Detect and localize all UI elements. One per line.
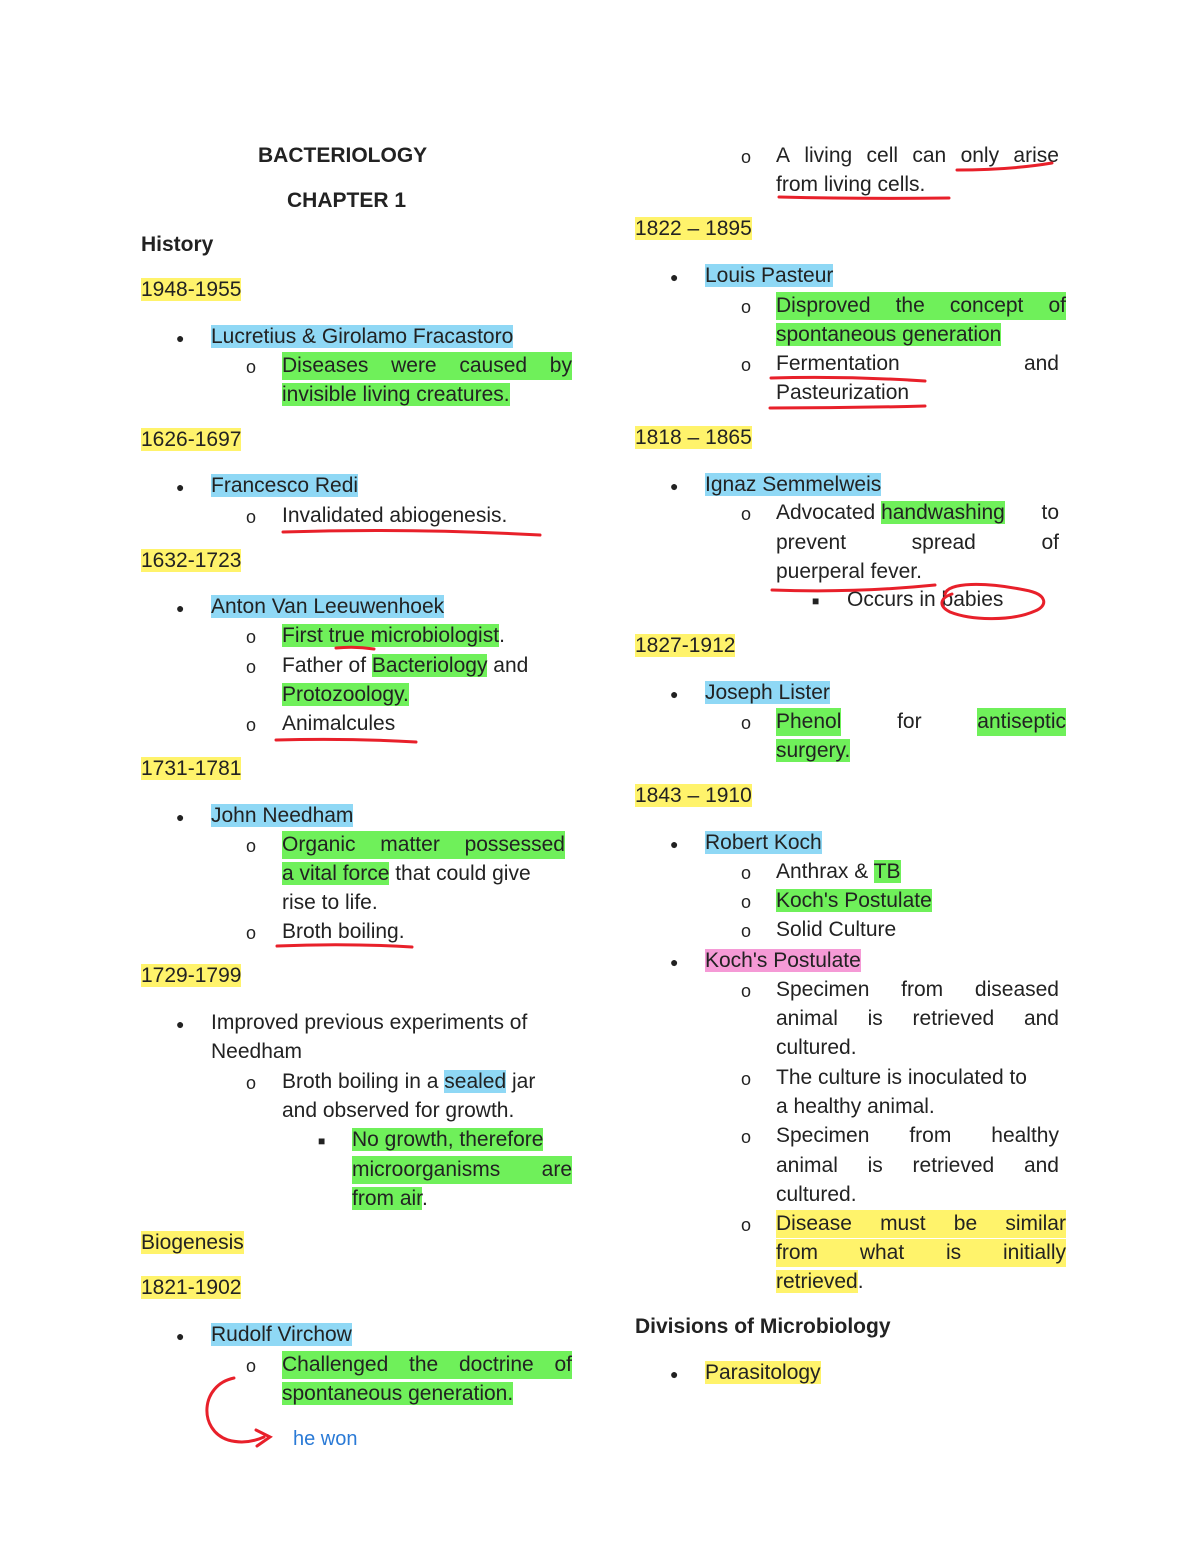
year-label: 1843 – 1910 xyxy=(635,784,752,807)
word: Organic xyxy=(282,833,356,856)
text-line: First true microbiologist. xyxy=(282,624,505,647)
word: of xyxy=(1048,294,1066,317)
justified-line xyxy=(282,831,565,859)
year-label: 1818 – 1865 xyxy=(635,426,752,449)
text-line: rise to life. xyxy=(282,891,378,914)
scientist-name: John Needham xyxy=(211,804,354,827)
scientist-name: Ignaz Semmelweis xyxy=(705,473,882,496)
text-line: Father of Bacteriology and xyxy=(282,654,529,677)
underline-animalcules xyxy=(276,739,416,742)
scientist-name: Louis Pasteur xyxy=(705,264,834,287)
chapter-title: CHAPTER 1 xyxy=(287,189,407,212)
text-line: spontaneous generation. xyxy=(282,1382,514,1405)
text-line: Needham xyxy=(211,1040,303,1063)
bullet-icon: ● xyxy=(176,1016,185,1032)
year-label: 1821-1902 xyxy=(141,1276,242,1299)
circle-bullet-icon: o xyxy=(741,713,752,733)
text-line: No growth, therefore xyxy=(352,1128,544,1151)
word: the xyxy=(409,1353,439,1376)
word: Disease xyxy=(776,1212,852,1235)
bullet-icon: ● xyxy=(670,1366,679,1382)
justified-line xyxy=(776,1005,1059,1033)
word: of xyxy=(554,1353,572,1376)
text-line: Anthrax & TB xyxy=(776,860,901,883)
text-line: Phenol for antiseptic xyxy=(776,708,1066,736)
bullet-icon: ● xyxy=(670,954,679,970)
biogenesis-label: Biogenesis xyxy=(141,1231,244,1254)
word: A xyxy=(776,144,791,167)
word: possessed xyxy=(464,833,565,856)
word: cell xyxy=(866,144,899,167)
word: Specimen xyxy=(776,978,870,1001)
arrowhead-icon xyxy=(256,1430,270,1446)
word: spread xyxy=(911,531,976,554)
text-line: surgery. xyxy=(776,739,851,762)
circle-bullet-icon: o xyxy=(741,355,752,375)
word: and xyxy=(1023,1154,1059,1177)
justified-line xyxy=(282,1351,572,1379)
square-bullet-icon: ■ xyxy=(318,1134,326,1148)
justified-line xyxy=(776,1210,1066,1238)
word: is xyxy=(867,1007,883,1030)
word: animal xyxy=(776,1007,838,1030)
text-line: a healthy animal. xyxy=(776,1095,935,1118)
circle-bullet-icon: o xyxy=(741,981,752,1001)
word: from xyxy=(909,1124,952,1147)
word: similar xyxy=(1005,1212,1066,1235)
bullet-icon: ● xyxy=(670,269,679,285)
word: healthy xyxy=(991,1124,1059,1147)
year-label: 1822 – 1895 xyxy=(635,217,752,240)
text-line: cultured. xyxy=(776,1183,857,1206)
history-heading: History xyxy=(141,233,214,256)
scientist-name: Robert Koch xyxy=(705,831,822,854)
divisions-heading: Divisions of Microbiology xyxy=(635,1315,891,1338)
word: can xyxy=(912,144,947,167)
word: matter xyxy=(380,833,440,856)
circle-bullet-icon: o xyxy=(246,1356,257,1376)
section-label: Koch's Postulate xyxy=(705,949,861,972)
bullet-icon: ● xyxy=(176,479,185,495)
bullet-icon: ● xyxy=(670,478,679,494)
word: and xyxy=(1023,352,1059,375)
text-line: Protozoology. xyxy=(282,683,409,706)
text-line: spontaneous generation xyxy=(776,323,1002,346)
division-item: Parasitology xyxy=(705,1361,821,1384)
bullet-icon: ● xyxy=(176,1328,185,1344)
circle-bullet-icon: o xyxy=(741,147,752,167)
curved-arrow-icon xyxy=(207,1378,264,1442)
circle-bullet-icon: o xyxy=(246,836,257,856)
word: prevent xyxy=(776,531,847,554)
year-label: 1632-1723 xyxy=(141,549,242,572)
word: were xyxy=(391,354,437,377)
text-line: Improved previous experiments of xyxy=(211,1011,528,1034)
justified-line xyxy=(776,1152,1059,1180)
scientist-name: Francesco Redi xyxy=(211,474,359,497)
justified-line xyxy=(776,976,1059,1004)
text-line: Invalidated abiogenesis. xyxy=(282,504,508,527)
scientist-name: Rudolf Virchow xyxy=(211,1323,352,1346)
year-label: 1827-1912 xyxy=(635,634,736,657)
text-line: Koch's Postulate xyxy=(776,889,932,912)
word: Disproved xyxy=(776,294,871,317)
text-line: invisible living creatures. xyxy=(282,383,510,406)
justified-line xyxy=(282,352,572,380)
text-line: Pasteurization xyxy=(776,381,910,404)
bullet-icon: ● xyxy=(670,686,679,702)
justified-line xyxy=(776,142,1059,170)
word: is xyxy=(867,1154,883,1177)
circle-bullet-icon: o xyxy=(246,627,257,647)
justified-line xyxy=(352,1156,572,1184)
word: animal xyxy=(776,1154,838,1177)
text-line: from living cells. xyxy=(776,173,926,196)
word: diseased xyxy=(974,978,1059,1001)
circle-bullet-icon: o xyxy=(741,921,752,941)
word: must xyxy=(880,1212,926,1235)
circle-bullet-icon: o xyxy=(741,1127,752,1147)
word: Fermentation xyxy=(776,352,900,375)
word: Challenged xyxy=(282,1353,389,1376)
word: retrieved xyxy=(912,1007,995,1030)
word: retrieved xyxy=(912,1154,995,1177)
circle-bullet-icon: o xyxy=(741,863,752,883)
circle-bullet-icon: o xyxy=(246,1073,257,1093)
text-line: from air. xyxy=(352,1187,428,1210)
text-line: Animalcules xyxy=(282,712,396,735)
bullet-icon: ● xyxy=(176,600,185,616)
circle-bullet-icon: o xyxy=(741,1069,752,1089)
word: arise xyxy=(1013,144,1059,167)
word: Specimen xyxy=(776,1124,870,1147)
text-line: a vital force that could give xyxy=(282,862,531,885)
word: what xyxy=(859,1241,905,1264)
word: caused xyxy=(459,354,528,377)
circle-bullet-icon: o xyxy=(741,892,752,912)
justified-line xyxy=(776,529,1059,557)
circle-bullet-icon: o xyxy=(741,1215,752,1235)
circle-bullet-icon: o xyxy=(246,923,257,943)
text-line: The culture is inoculated to xyxy=(776,1066,1027,1089)
word: and xyxy=(1023,1007,1059,1030)
square-bullet-icon: ■ xyxy=(812,594,820,608)
word: only xyxy=(960,144,1000,167)
word: initially xyxy=(1002,1241,1066,1264)
text-line: retrieved. xyxy=(776,1270,864,1293)
word: of xyxy=(1041,531,1059,554)
handwritten-note: he won xyxy=(293,1428,358,1450)
justified-line xyxy=(776,1239,1066,1267)
year-label: 1948-1955 xyxy=(141,278,242,301)
year-label: 1626-1697 xyxy=(141,428,242,451)
word: from xyxy=(901,978,944,1001)
word: doctrine xyxy=(459,1353,534,1376)
justified-line xyxy=(776,350,1059,378)
text-line: Occurs in babies xyxy=(847,588,1004,611)
word: living xyxy=(804,144,853,167)
word: by xyxy=(549,354,572,377)
word: are xyxy=(541,1158,572,1181)
bullet-icon: ● xyxy=(176,330,185,346)
page-title: BACTERIOLOGY xyxy=(258,144,428,167)
word: be xyxy=(953,1212,978,1235)
year-label: 1729-1799 xyxy=(141,964,242,987)
circle-bullet-icon: o xyxy=(741,504,752,524)
circle-bullet-icon: o xyxy=(246,657,257,677)
circle-bullet-icon: o xyxy=(246,715,257,735)
bullet-icon: ● xyxy=(176,809,185,825)
year-label: 1731-1781 xyxy=(141,757,242,780)
text-line: Solid Culture xyxy=(776,918,897,941)
word: Diseases xyxy=(282,354,369,377)
text-line: and observed for growth. xyxy=(282,1099,515,1122)
bullet-icon: ● xyxy=(670,836,679,852)
text-line: Advocated handwashing to xyxy=(776,501,1059,524)
underline-abiogenesis xyxy=(283,531,540,535)
scientist-name: Anton Van Leeuwenhoek xyxy=(211,595,445,618)
justified-line xyxy=(776,292,1066,320)
word: from xyxy=(776,1241,818,1264)
word: microorganisms xyxy=(352,1158,501,1181)
text-line: puerperal fever. xyxy=(776,560,922,583)
word: is xyxy=(945,1241,962,1264)
circle-bullet-icon: o xyxy=(246,357,257,377)
circle-bullet-icon: o xyxy=(741,297,752,317)
text-line: Broth boiling in a sealed jar xyxy=(282,1070,536,1093)
circle-bullet-icon: o xyxy=(246,507,257,527)
word: the xyxy=(895,294,925,317)
text-line: Broth boiling. xyxy=(282,920,405,943)
justified-line xyxy=(776,1122,1059,1150)
scientist-name: Lucretius & Girolamo Fracastoro xyxy=(211,325,514,348)
text-line: cultured. xyxy=(776,1036,857,1059)
word: concept xyxy=(949,294,1024,317)
scientist-name: Joseph Lister xyxy=(705,681,830,704)
